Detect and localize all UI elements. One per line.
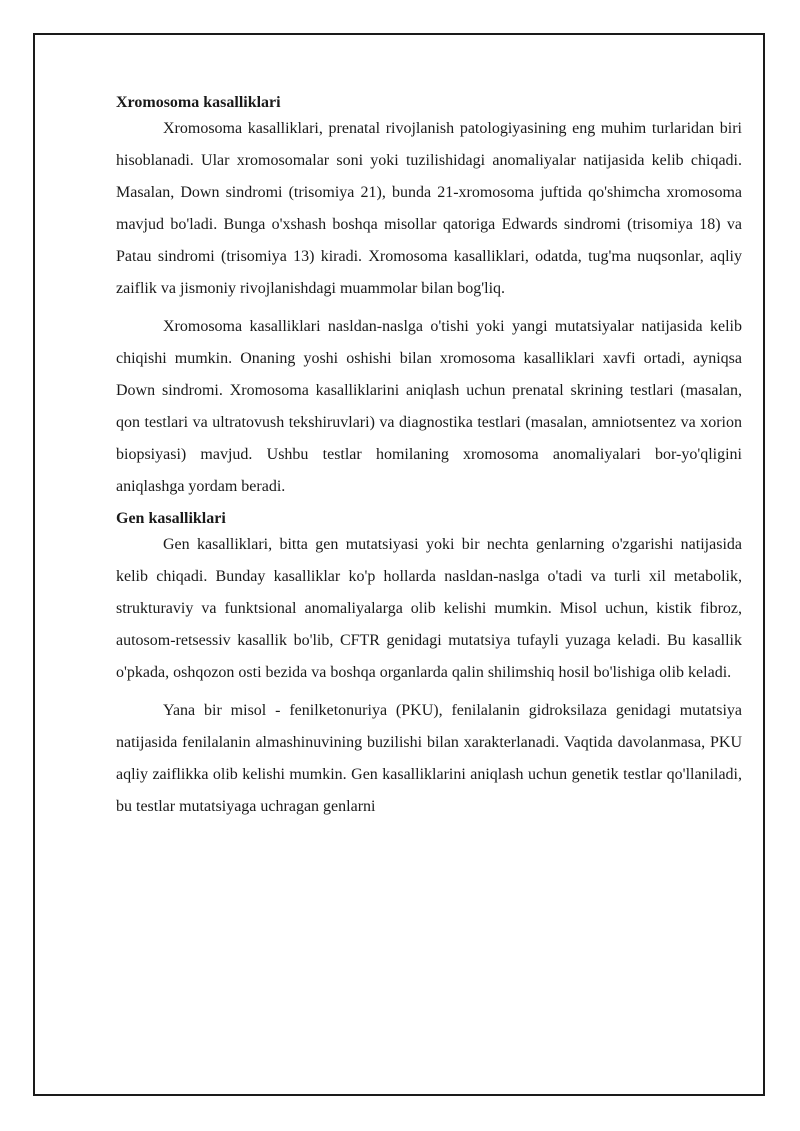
section-heading-chromosomal: Xromosoma kasalliklari (116, 94, 281, 111)
paragraph: Xromosoma kasalliklari nasldan-naslga o'tishi yoki yangi mutatsiyalar natijasida kelib chiqishi mumkin. Onaning yoshi oshishi bilan xromosoma kasalliklari xavfi ortadi, ayniqsa Down sindromi. Xromosoma kasalliklarini aniqlash uchun prenatal skrining testlari (masalan, qon testlari va ultratovush tekshiruvlari) va diagnostika testlari (masalan, amniotsentez va xorion biopsiyasi) mavjud. Ushbu testlar homilaning xromosoma anomaliyalari bor-yo'qligini aniqlashga yordam beradi. (116, 318, 742, 495)
document-body (116, 93, 742, 829)
paragraph: Xromosoma kasalliklari, prenatal rivojlanish patologiyasining eng muhim turlaridan biri hisoblanadi. Ular xromosomalar soni yoki tuzilishidagi anomaliyalar natijasida kelib chiqadi. Masalan, Down sindromi (trisomiya 21), bunda 21-xromosoma juftida qo'shimcha xromosoma mavjud bo'ladi. Bunga o'xshash boshqa misollar qatoriga Edwards sindromi (trisomiya 18) va Patau sindromi (trisomiya 13) kiradi. Xromosoma kasalliklari, odatda, tug'ma nuqsonlar, aqliy zaiflik va jismoniy rivojlanishdagi muammolar bilan bog'liq. (116, 120, 742, 297)
paragraph: Yana bir misol - fenilketonuriya (PKU), fenilalanin gidroksilaza genidagi mutatsiya natijasida fenilalanin almashinuvining buzilishi bilan xarakterlanadi. Vaqtida davolanmasa, PKU aqliy zaiflikka olib kelishi mumkin. Gen kasalliklarini aniqlash uchun genetik testlar qo'llaniladi, bu testlar mutatsiyaga uchragan genlarni (116, 702, 742, 815)
section-heading-gene: Gen kasalliklari (116, 510, 226, 527)
paragraph: Gen kasalliklari, bitta gen mutatsiyasi yoki bir nechta genlarning o'zgarishi natijasida kelib chiqadi. Bunday kasalliklar ko'p hollarda nasldan-naslga o'tadi va turli xil metabolik, strukturaviy va funktsional anomaliyalarga olib kelishi mumkin. Misol uchun, kistik fibroz, autosom-retsessiv kasallik bo'lib, CFTR genidagi mutatsiya tufayli yuzaga keladi. Bu kasallik o'pkada, oshqozon osti bezida va boshqa organlarda qalin shilimshiq hosil bo'lishiga olib keladi. (116, 536, 742, 681)
